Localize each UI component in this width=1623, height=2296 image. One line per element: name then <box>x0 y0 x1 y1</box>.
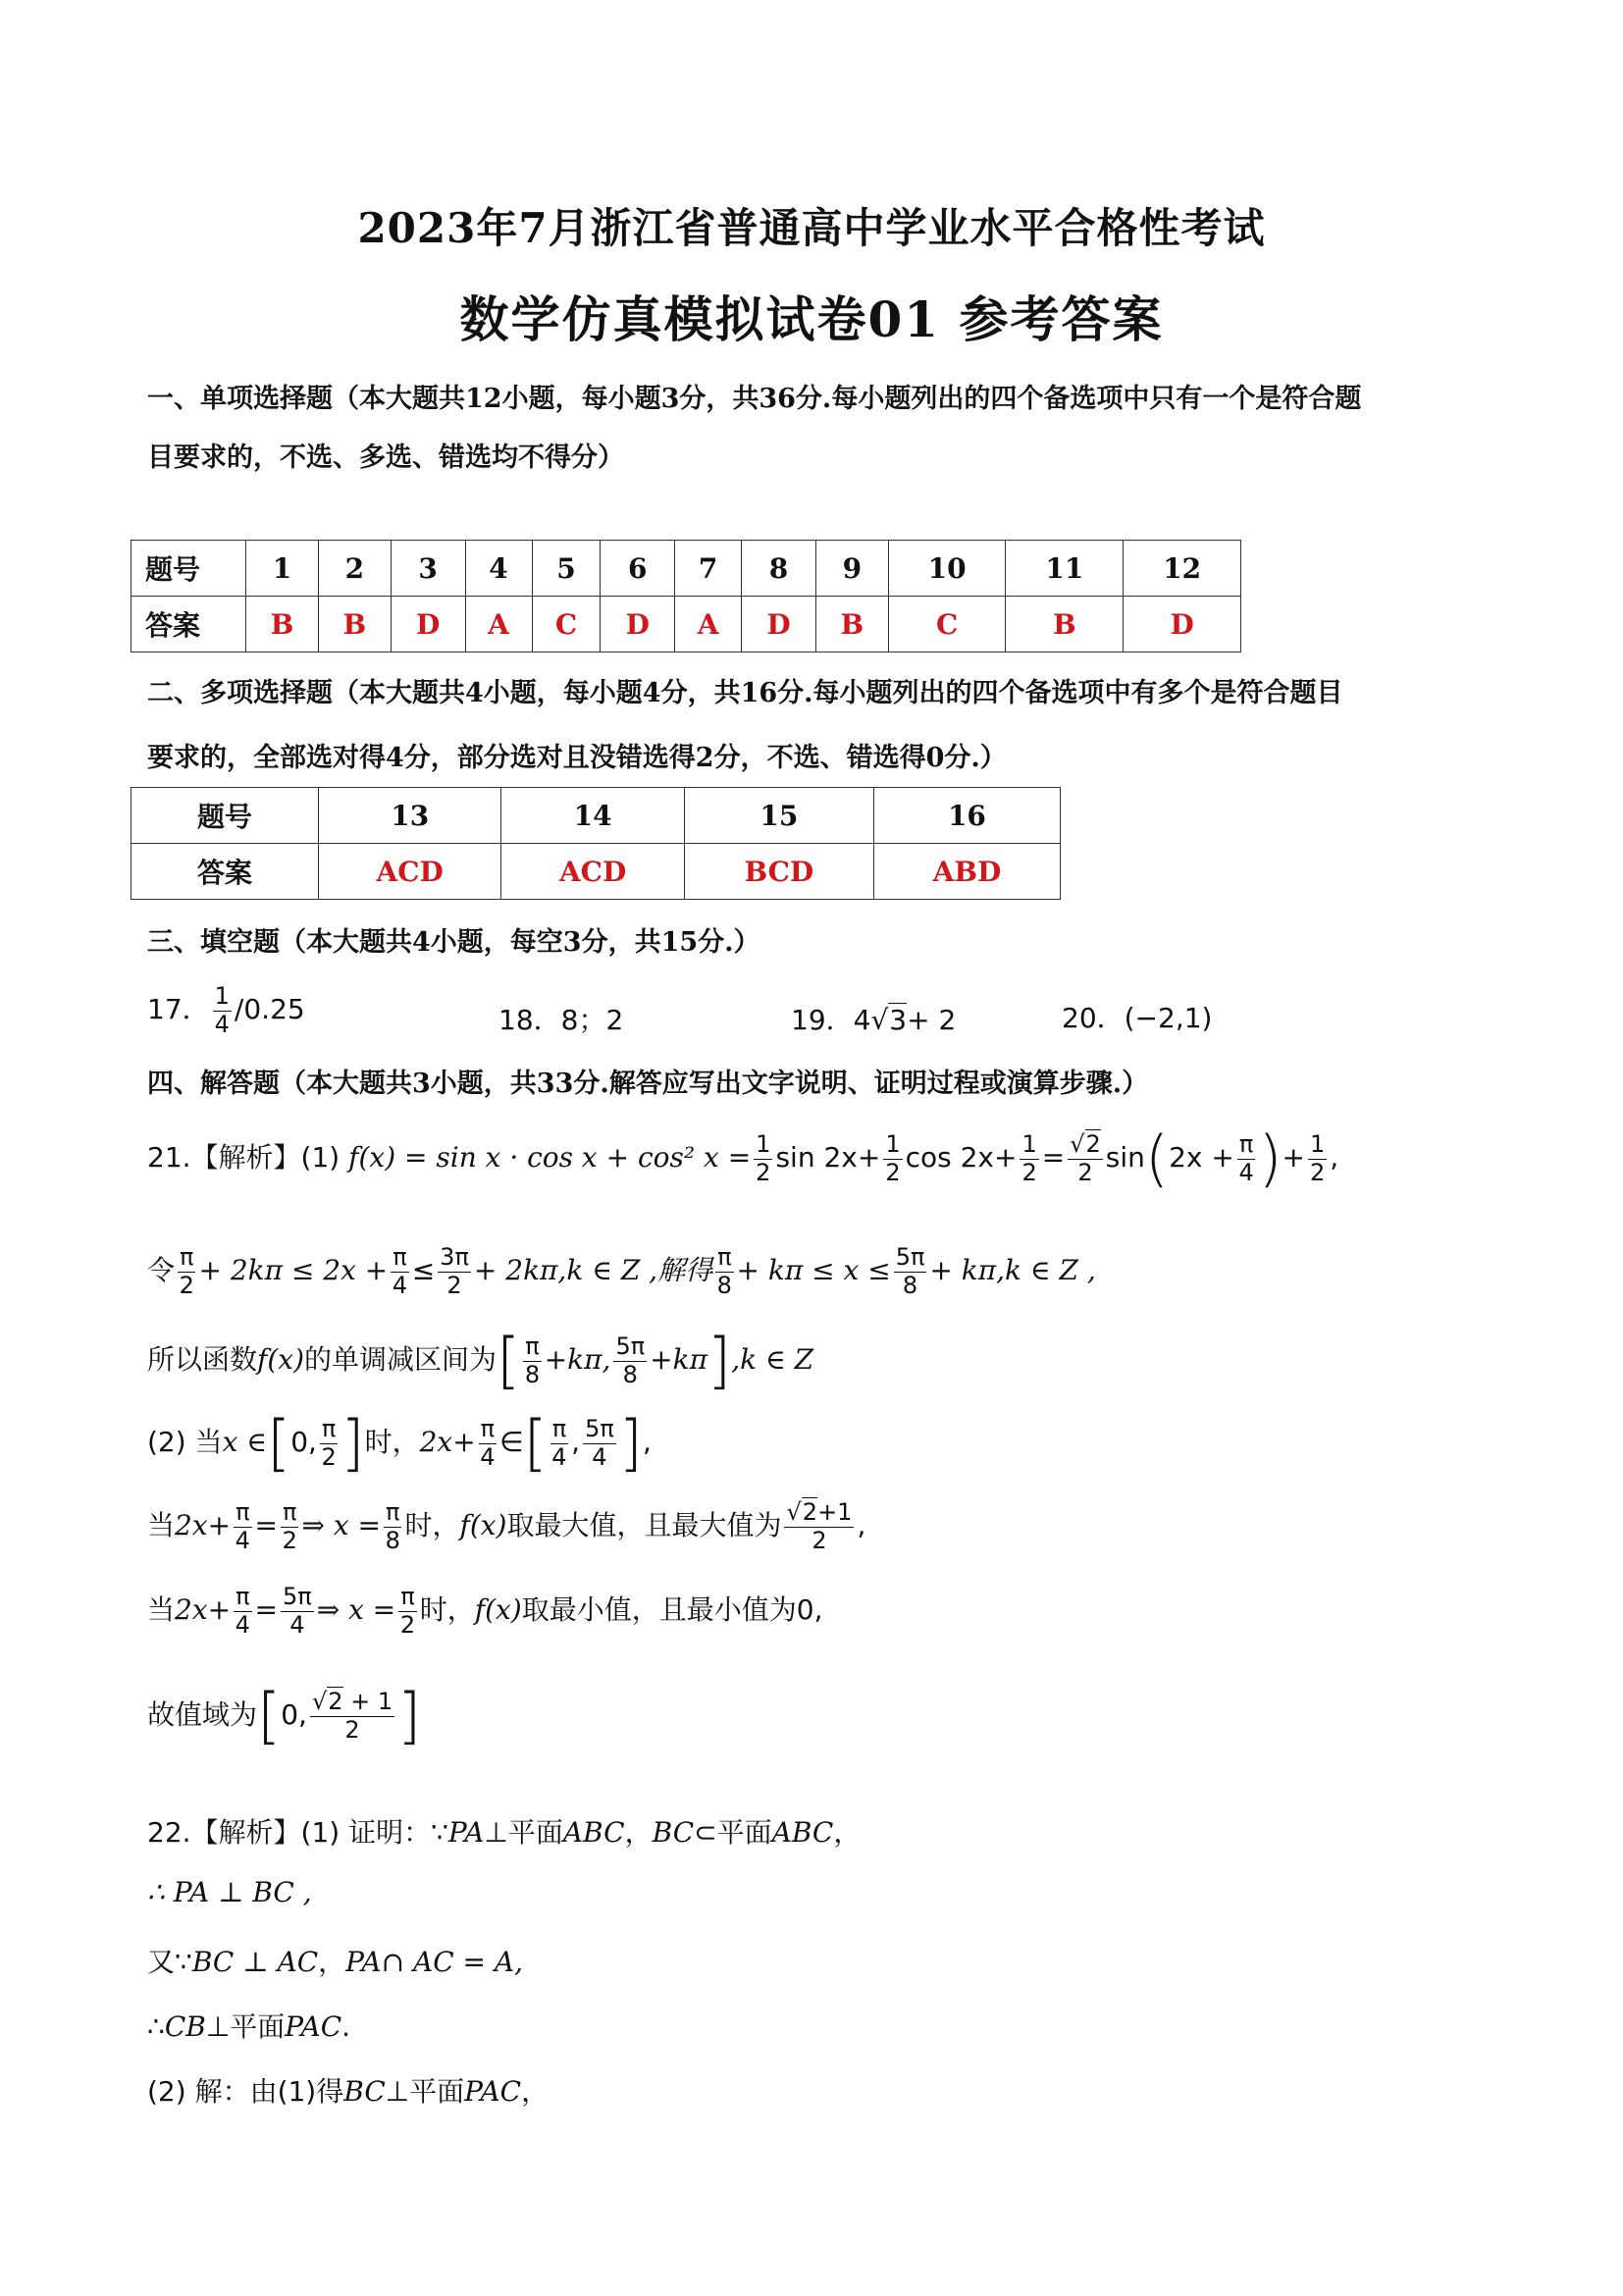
fraction: $\frac{\pi}{4}$ <box>392 1243 408 1299</box>
q21-line2: 令 $\frac{\pi}{2}$ + 2kπ ≤ 2x + $\frac{\pi}{4}$ ≤ $\frac{3\pi}{2}$ + 2kπ,k ∈ Z ,解得 $\frac{\pi}{8}$ + kπ ≤ x ≤ $\frac{5\pi}{8}$ + kπ,k ∈ Z , <box>147 1243 1096 1299</box>
q21-line4: (2) 当x ∈[0, $\frac{\pi}{2}$ ]时，2x+ $\frac{\pi}{4}$ ∈[ $\frac{\pi}{4}$ , $\frac{5\pi}{4}$ ], <box>147 1407 652 1479</box>
answer-cell: B <box>815 597 888 652</box>
question-number: 5 <box>532 541 601 597</box>
answer-cell: ABD <box>873 844 1060 900</box>
q22-line2: ∴ PA ⊥ BC , <box>147 1876 312 1908</box>
fraction: $\frac{3\pi}{2}$ <box>440 1243 469 1299</box>
section1-heading-line1: 一、单项选择题（本大题共12小题，每小题3分，共36分.每小题列出的四个备选项中只有一个是符合题 <box>147 384 1362 414</box>
fraction: $\frac{√2+1}{2}$ <box>786 1498 853 1554</box>
section4-heading: 四、解答题（本大题共3小题，共33分.解答应写出文字说明、证明过程或演算步骤.） <box>147 1069 1149 1099</box>
question-number: 13 <box>319 788 501 844</box>
fraction: $\frac{\pi}{4}$ <box>1238 1129 1254 1186</box>
question-number: 8 <box>742 541 816 597</box>
answer-cell: D <box>1124 597 1241 652</box>
fraction: $\frac{1}{2}$ <box>756 1129 771 1186</box>
q21-line3: 所以函数f(x)的单调减区间为[ $\frac{\pi}{8}$ +kπ, $\frac{5\pi}{8}$ +kπ],k ∈ Z <box>147 1325 814 1396</box>
q21-line6: 当2x+ $\frac{\pi}{4}$ = $\frac{5\pi}{4}$ ⇒ x = $\frac{\pi}{2}$ 时，f(x)取最小值，且最小值为0, <box>147 1583 823 1639</box>
q22-line4: ∴CB⊥平面PAC. <box>147 2010 351 2043</box>
fraction: $\frac{1}{2}$ <box>1021 1129 1037 1186</box>
fraction: $\frac{5\pi}{8}$ <box>895 1243 925 1299</box>
fraction: $\frac{1}{4}$ <box>214 982 230 1038</box>
fraction: $\frac{\pi}{8}$ <box>716 1243 732 1299</box>
q21-line5: 当2x+ $\frac{\pi}{4}$ = $\frac{\pi}{2}$ ⇒ x = $\frac{\pi}{8}$ 时，f(x)取最大值，且最大值为 $\frac{√2+1}{2}$ , <box>147 1498 866 1554</box>
q22-line1: 22.【解析】(1) 证明：∵PA⊥平面ABC，BC⊂平面ABC， <box>147 1816 862 1849</box>
answer-18: 18．8；2 <box>498 1004 624 1036</box>
question-number: 3 <box>391 541 465 597</box>
question-number: 10 <box>888 541 1006 597</box>
fraction: $\frac{1}{2}$ <box>885 1129 901 1186</box>
multi-choice-answer-table <box>131 787 1061 900</box>
question-number: 2 <box>318 541 391 597</box>
answer-17: 17． $\frac{1}{4}$ /0.25 <box>147 982 305 1038</box>
table-row-answers <box>131 844 1061 900</box>
question-number: 9 <box>815 541 888 597</box>
row-label-question: 题号 <box>131 788 319 844</box>
fraction: $\frac{5\pi}{4}$ <box>585 1414 614 1471</box>
fraction: $\frac{\pi}{2}$ <box>321 1414 337 1471</box>
fraction: $\frac{\pi}{8}$ <box>524 1331 541 1388</box>
exam-title: 2023年7月浙江省普通高中学业水平合格性考试 <box>357 204 1266 252</box>
fraction: $\frac{\pi}{2}$ <box>282 1498 297 1554</box>
table-row-answers <box>131 597 1241 652</box>
single-choice-answer-table <box>131 540 1241 652</box>
answer-cell: ACD <box>319 844 501 900</box>
answer-cell: A <box>465 597 532 652</box>
q21-line1: 21.【解析】(1) f(x) = sin x · cos x + cos² x = $\frac{1}{2}$ sin 2x+ $\frac{1}{2}$ cos 2x+ $\frac{1}{2}$ = $\frac{√2}{2}$ sin(2x + $\frac{\pi}{4}$ )+ $\frac{1}{2}$ , <box>147 1122 1339 1194</box>
fraction: $\frac{1}{2}$ <box>1309 1129 1326 1186</box>
fraction: $\frac{\pi}{4}$ <box>551 1414 567 1471</box>
question-number: 6 <box>601 541 675 597</box>
section2-heading-line2: 要求的，全部选对得4分，部分选对且没错选得2分，不选、错选得0分.） <box>147 743 1007 773</box>
answer-cell: D <box>742 597 816 652</box>
answer-cell: B <box>318 597 391 652</box>
fraction: $\frac{\pi}{2}$ <box>179 1243 194 1299</box>
question-number: 15 <box>684 788 873 844</box>
table-row-questions <box>131 788 1061 844</box>
fraction: $\frac{\pi}{2}$ <box>399 1583 416 1639</box>
answer-cell: B <box>246 597 319 652</box>
question-number: 14 <box>501 788 684 844</box>
section1-heading-line2: 目要求的，不选、多选、错选均不得分） <box>147 443 624 473</box>
question-number: 1 <box>246 541 319 597</box>
question-number: 4 <box>465 541 532 597</box>
row-label-question: 题号 <box>131 541 246 597</box>
fraction: $\frac{√2 + 1}{2}$ <box>311 1687 393 1744</box>
question-number: 16 <box>873 788 1060 844</box>
answer-cell: C <box>532 597 601 652</box>
section2-heading-line1: 二、多项选择题（本大题共4小题，每小题4分，共16分.每小题列出的四个备选项中有多个是符合题目 <box>147 678 1343 708</box>
answer-cell: A <box>675 597 742 652</box>
question-number: 11 <box>1006 541 1124 597</box>
sqrt-sign: √ <box>870 1004 889 1036</box>
answer-cell: ACD <box>501 844 684 900</box>
q21-line7: 故值域为[0, $\frac{√2 + 1}{2}$ ] <box>147 1680 422 1751</box>
table-row-questions <box>131 541 1241 597</box>
question-number: 7 <box>675 541 742 597</box>
answer-19: 19．4√3+ 2 <box>791 1004 957 1036</box>
answer-cell: D <box>601 597 675 652</box>
q22-line3: 又∵BC ⊥ AC，PA∩ AC = A, <box>147 1946 524 1978</box>
row-label-answer: 答案 <box>131 844 319 900</box>
answer-17-label: 17． <box>147 993 210 1026</box>
fraction: $\frac{5\pi}{4}$ <box>283 1583 312 1639</box>
q22-line5: (2) 解：由(1)得BC⊥平面PAC， <box>147 2075 550 2108</box>
fraction: $\frac{\pi}{4}$ <box>480 1414 496 1471</box>
fraction: $\frac{5\pi}{8}$ <box>615 1331 646 1388</box>
answer-cell: C <box>888 597 1006 652</box>
answer-cell: D <box>391 597 465 652</box>
fraction: $\frac{√2}{2}$ <box>1070 1129 1101 1186</box>
paper-subtitle: 数学仿真模拟试卷01 参考答案 <box>459 290 1164 348</box>
answer-cell: BCD <box>684 844 873 900</box>
answer-20: 20．(−2,1) <box>1062 1002 1213 1034</box>
fraction: $\frac{\pi}{4}$ <box>235 1498 250 1554</box>
row-label-answer: 答案 <box>131 597 246 652</box>
section3-heading: 三、填空题（本大题共4小题，每空3分，共15分.） <box>147 927 760 958</box>
fraction: $\frac{\pi}{8}$ <box>385 1498 400 1554</box>
answer-cell: B <box>1006 597 1124 652</box>
fraction: $\frac{\pi}{4}$ <box>235 1583 250 1639</box>
question-number: 12 <box>1124 541 1241 597</box>
